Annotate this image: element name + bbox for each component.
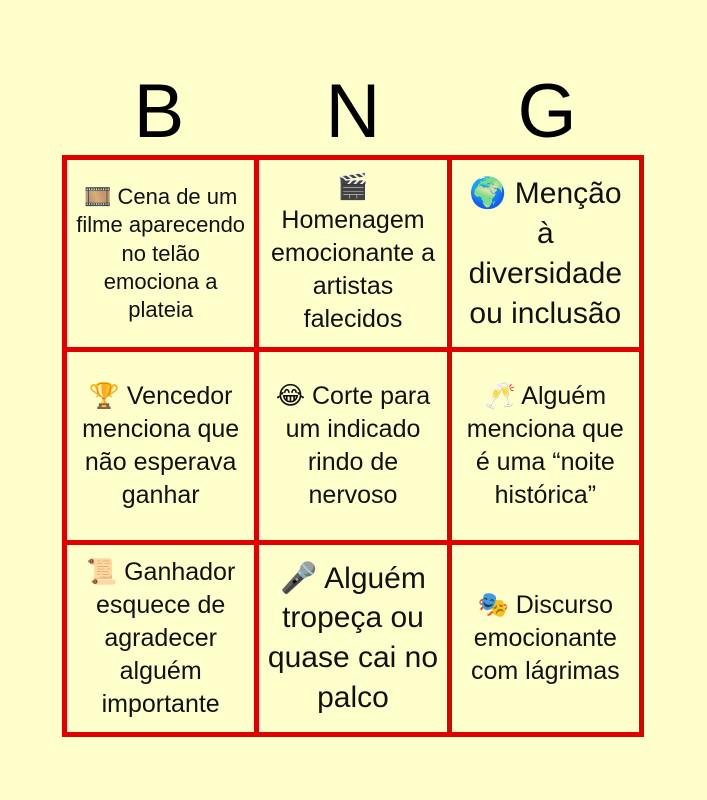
bingo-header <box>62 70 644 154</box>
bingo-cell-2[interactable]: 🎬 Homenagem emocionante a artistas falecidos <box>259 160 446 347</box>
header-letter-g: G <box>517 69 577 154</box>
bingo-cell-3[interactable]: 🌍 Menção à diversidade ou inclusão <box>452 160 639 347</box>
header-letter-b: B <box>133 69 185 154</box>
bingo-cell-8[interactable]: 🎤 Alguém tropeça ou quase cai no palco <box>259 545 446 732</box>
bingo-cell-6[interactable]: 🥂 Alguém menciona que é uma “noite histórica” <box>452 352 639 539</box>
bingo-cell-9[interactable]: 🎭 Discurso emocionante com lágrimas <box>452 545 639 732</box>
bingo-cell-4[interactable]: 🏆 Vencedor menciona que não esperava ganhar <box>67 352 254 539</box>
bingo-cell-1[interactable]: 🎞️ Cena de um filme aparecendo no telão emociona a plateia <box>67 160 254 347</box>
bingo-board <box>62 155 644 737</box>
header-letter-n: N <box>325 69 381 154</box>
bingo-cell-5[interactable]: 😂 Corte para um indicado rindo de nervoso <box>259 352 446 539</box>
bingo-cell-7[interactable]: 📜 Ganhador esquece de agradecer alguém importante <box>67 545 254 732</box>
